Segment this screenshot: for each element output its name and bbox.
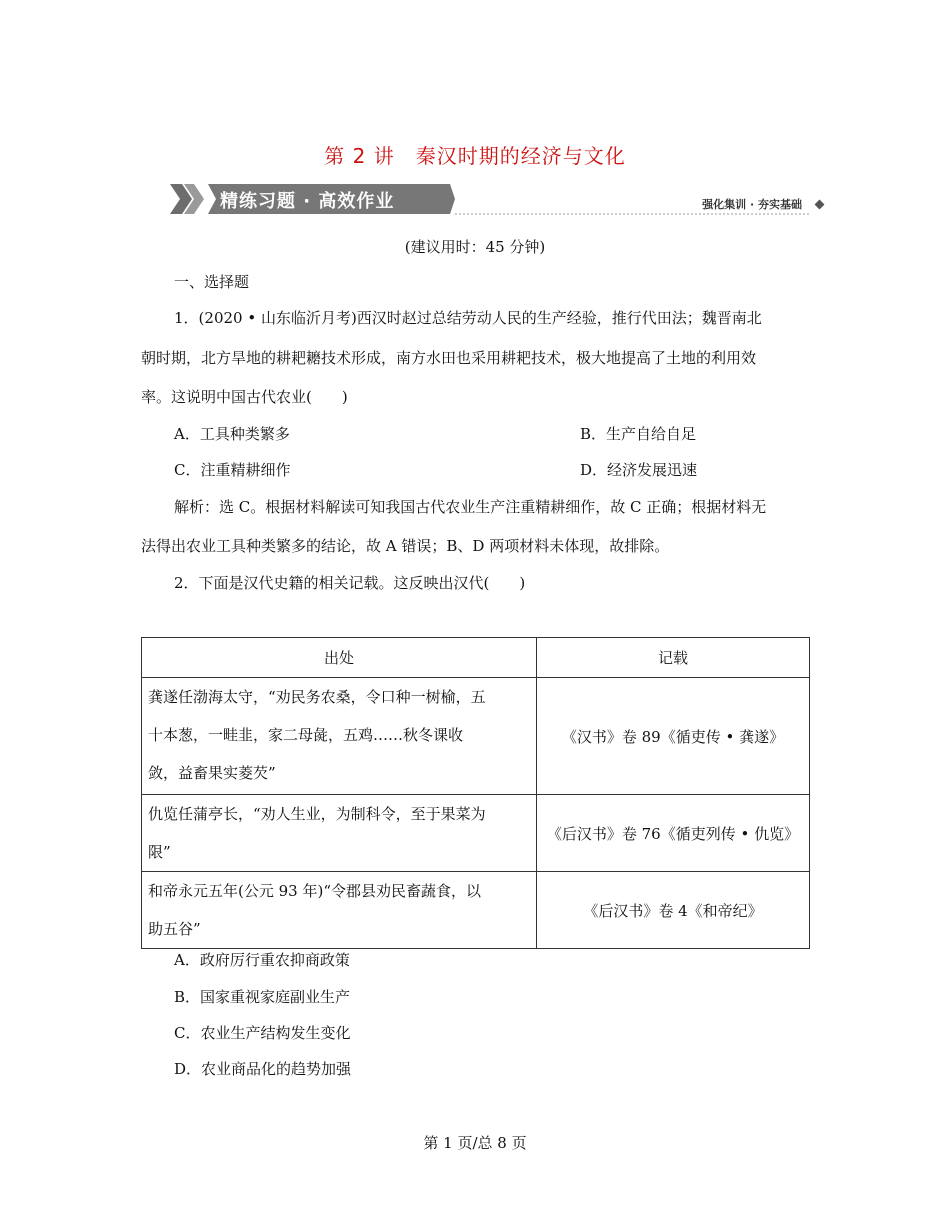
q2-option-c: C．农业生产结构发生变化 xyxy=(174,1024,351,1042)
table-cell-record: 《后汉书》卷 76《循吏列传 • 仇览》 xyxy=(537,795,810,872)
source-line: 敛，益畜果实菱芡” xyxy=(148,764,276,782)
q1-analysis-line2: 法得出农业工具种类繁多的结论，故 A 错误；B、D 两项材料未体现，故排除。 xyxy=(141,537,670,555)
q2-record-table xyxy=(141,637,810,949)
q1-analysis-line1: 解析：选 C。根据材料解读可知我国古代农业生产注重精耕细作，故 C 正确；根据材料无 xyxy=(174,498,767,516)
q1-option-b: B．生产自给自足 xyxy=(580,425,697,443)
time-note: (建议用时：45 分钟) xyxy=(404,238,546,256)
q1-option-a: A．工具种类繁多 xyxy=(174,425,290,443)
table-row xyxy=(142,872,810,949)
source-line: 助五谷” xyxy=(148,920,201,938)
source-line: 十本葱，一畦韭，家二母彘，五鸡……秋冬课收 xyxy=(148,726,464,744)
table-row xyxy=(142,795,810,872)
page-title: 第 2 讲 秦汉时期的经济与文化 xyxy=(324,144,626,168)
q1-option-c: C．注重精耕细作 xyxy=(174,461,291,479)
q2-option-d: D．农业商品化的趋势加强 xyxy=(174,1060,352,1078)
section-banner xyxy=(170,182,826,216)
table-header-source: 出处 xyxy=(142,638,537,678)
source-line: 龚遂任渤海太守，“劝民务农桑，令口种一树榆，五 xyxy=(148,688,486,706)
q2-stem: 2．下面是汉代史籍的相关记载。这反映出汉代( ) xyxy=(174,574,526,592)
table-cell-record: 《汉书》卷 89《循吏传 • 龚遂》 xyxy=(537,678,810,795)
section-heading: 一、选择题 xyxy=(174,273,250,291)
page-footer: 第 1 页/总 8 页 xyxy=(423,1134,527,1152)
q1-stem-line1: 1．(2020 • 山东临沂月考)西汉时赵过总结劳动人民的生产经验，推行代田法；魏晋南北 xyxy=(174,309,762,327)
table-cell-source xyxy=(142,872,537,949)
q2-option-b: B．国家重视家庭副业生产 xyxy=(174,988,351,1006)
table-cell-source xyxy=(142,795,537,872)
q1-stem-line3: 率。这说明中国古代农业( ) xyxy=(141,388,348,406)
table-cell-record: 《后汉书》卷 4《和帝纪》 xyxy=(537,872,810,949)
q2-option-a: A．政府厉行重农抑商政策 xyxy=(174,951,350,969)
source-line: 仇览任蒲亭长，“劝人生业，为制科令，至于果菜为 xyxy=(148,805,486,823)
q1-option-d: D．经济发展迅速 xyxy=(580,461,698,479)
banner-subtitle: 强化集训 · 夯实基础 xyxy=(702,198,802,211)
table-cell-source xyxy=(142,678,537,795)
source-line: 和帝永元五年(公元 93 年)“令郡县劝民畜蔬食，以 xyxy=(148,882,481,900)
banner-label: 精练习题 · 高效作业 xyxy=(220,191,395,212)
table-header-row xyxy=(142,638,810,678)
q1-stem-line2: 朝时期，北方旱地的耕耙耱技术形成，南方水田也采用耕耙技术，极大地提高了土地的利用效 xyxy=(141,349,757,367)
source-line: 限” xyxy=(148,843,171,861)
table-header-record: 记载 xyxy=(537,638,810,678)
table-row xyxy=(142,678,810,795)
